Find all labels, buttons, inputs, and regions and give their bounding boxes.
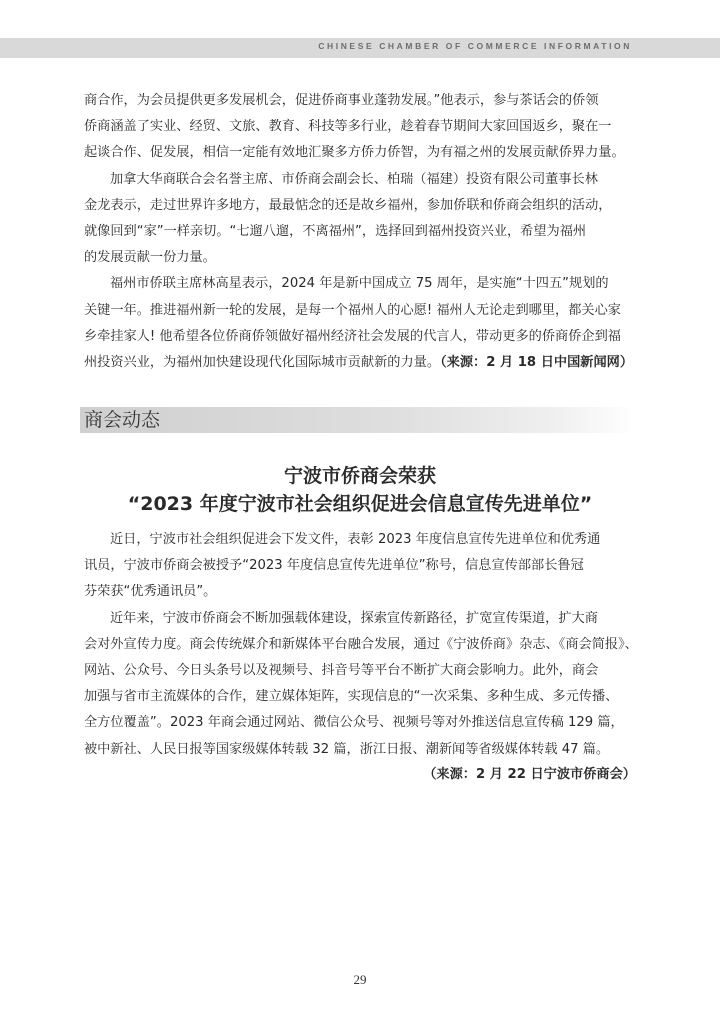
text-line: 乡牵挂家人! 他希望各位侨商侨领做好福州经济社会发展的代言人，带动更多的侨商侨企到福	[84, 328, 621, 344]
paragraph	[84, 167, 636, 272]
running-header: CHINESE CHAMBER OF COMMERCE INFORMATION	[318, 41, 632, 51]
text-line: 加拿大华商联合会名誉主席、市侨商会副会长、柏瑞（福建）投资有限公司董事长林	[110, 171, 598, 187]
text-line: 加强与省市主流媒体的合作，建立媒体矩阵，实现信息的“一次采集、多种生成、多元传播、	[84, 689, 619, 705]
text-line: 商合作，为会员提供更多发展机会，促进侨商事业蓬勃发展。”他表示，参与茶话会的侨领	[84, 93, 599, 108]
text-line: 的发展贡献一份力量。	[84, 250, 216, 266]
page-number: 29	[353, 972, 367, 987]
section-header-bar	[80, 407, 636, 433]
text-line: 被中新社、人民日报等国家级媒体转载 32 篇，浙江日报、潮新闻等省级媒体转载 47 篇。	[84, 741, 610, 757]
text-line: 近年来，宁波市侨商会不断加强载体建设，探索宣传新路径，扩宽宣传渠道，扩大商	[110, 610, 598, 626]
text-line: 网站、公众号、今日头条号以及视频号、抖音号等平台不断扩大商会影响力。此外，商会	[84, 663, 599, 679]
text-segment: 州投资兴业，为福州加快建设现代化国际城市贡献新的力量。	[84, 355, 441, 371]
source-citation: （来源：2 月 22 日宁波市侨商会）	[423, 767, 636, 782]
text-line: 会对外宣传力度。商会传统媒介和新媒体平台融合发展，通过《宁波侨商》杂志、《商会简报》、	[84, 636, 638, 652]
text-line: 就像回到“家”一样亲切。“七遛八遛，不离福州”，选择回到福州投资兴业，希望为福州	[84, 224, 587, 240]
article-body	[84, 527, 636, 763]
text-line: 侨商涵盖了实业、经贸、文旅、教育、科技等多行业，趁着春节期间大家回国返乡，聚在一	[84, 119, 612, 135]
text-line: 讯员，宁波市侨商会被授予“2023 年度信息宣传先进单位”称号，信息宣传部部长鲁冠	[84, 558, 584, 574]
text-line	[84, 350, 636, 376]
text-line: 起谈合作、促发展，相信一定能有效地汇聚多方侨力侨智，为有福之州的发展贡献侨界力量。	[84, 145, 625, 161]
section-title: 商会动态	[84, 409, 161, 431]
text-line: 近日，宁波市社会组织促进会下发文件，表彰 2023 年度信息宣传先进单位和优秀通	[110, 532, 601, 547]
text-line: 金龙表示，走过世界许多地方，最最惦念的还是故乡福州，参加侨联和侨商会组织的活动，	[84, 197, 612, 213]
text-line: 全方位覆盖”。2023 年商会通过网站、微信公众号、视频号等对外推送信息宣传稿 129 篇，	[84, 715, 624, 731]
paragraph	[84, 271, 636, 376]
paragraph	[84, 88, 636, 167]
source-citation: （来源：2 月 18 日中国新闻网）	[440, 355, 634, 371]
text-line: 关键一年。推进福州新一轮的发展，是每一个福州人的心愿! 福州人无论走到哪里，都关心家	[84, 302, 621, 318]
text-line: 芬荣获“优秀通讯员”。	[84, 584, 217, 600]
paragraph	[84, 606, 636, 763]
paragraph	[84, 527, 636, 606]
text-line: 福州市侨联主席林高星表示，2024 年是新中国成立 75 周年，是实施“十四五”规划的	[110, 276, 609, 292]
article-title-line-2: “2023 年度宁波市社会组织促进会信息宣传先进单位”	[127, 493, 593, 515]
article-title-line-1: 宁波市侨商会荣获	[283, 465, 436, 487]
top-section	[84, 88, 636, 376]
